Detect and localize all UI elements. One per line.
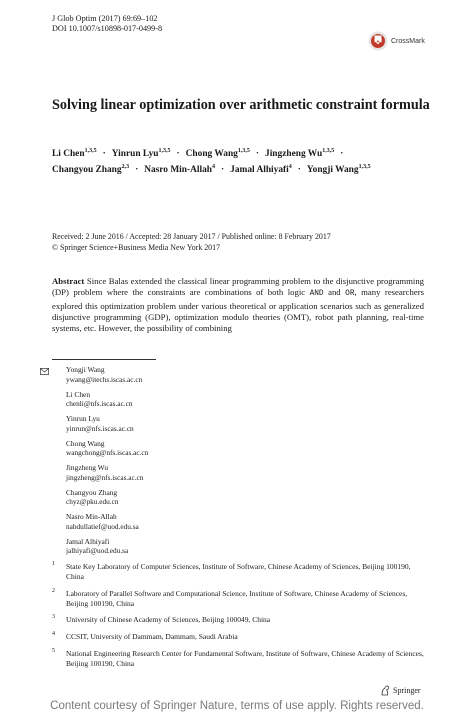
author-affiliation-sup: 2,3: [121, 164, 130, 171]
author-separator: ·: [297, 165, 301, 176]
author-separator: ·: [135, 165, 139, 176]
publisher-name: Springer: [393, 685, 421, 695]
contact-entry: [66, 390, 133, 409]
contact-name: Jingzheng Wu: [66, 463, 109, 472]
author-affiliation-sup: 1,3,5: [322, 148, 335, 154]
author-name[interactable]: Jamal Alhiyafi: [230, 165, 289, 176]
contact-email[interactable]: ywang@itechs.iscas.ac.cn: [66, 374, 143, 384]
affiliation-number: 1: [52, 561, 55, 567]
affiliation-number: 4: [52, 631, 55, 637]
author-name[interactable]: Jingzheng Wu: [265, 149, 323, 160]
contact-email[interactable]: chyz@pku.edu.cn: [66, 497, 119, 507]
author-affiliation-sup: 1,3,5: [84, 148, 97, 154]
abstract-text-1: Since Balas extended the classical linear programming problem to the disjunctive programming (DP) problem where the constraints are combinations of both logic: [52, 276, 425, 298]
contact-name: Changyou Zhang: [66, 487, 118, 497]
contact-name: Nasro Min-Allah: [66, 512, 117, 521]
author-name[interactable]: Li Chen: [52, 149, 85, 160]
crossmark-label: CrossMark: [391, 37, 425, 45]
footer-notice: Content courtesy of Springer Nature, terms of use apply. Rights reserved.: [50, 700, 424, 712]
contact-name: Jamal Alhiyafi: [66, 536, 110, 546]
contact-email[interactable]: jalhiyafi@uod.edu.sa: [66, 546, 129, 556]
affiliation-number: 3: [52, 614, 55, 620]
author-affiliation-sup: 1,3,5: [358, 164, 371, 171]
author-name[interactable]: Chong Wang: [185, 149, 238, 160]
affiliation-number: 2: [52, 588, 55, 594]
author-affiliation-sup: 1,3,5: [237, 148, 250, 154]
contact-email[interactable]: yinrun@nfs.iscas.ac.cn: [66, 423, 134, 433]
contact-entry: [66, 512, 139, 531]
affiliation-text: University of Chinese Academy of Sciences, Beijing 100049, China: [66, 615, 271, 624]
contact-email[interactable]: wangchong@nfs.iscas.ac.cn: [66, 448, 149, 458]
crossmark-badge[interactable]: [368, 30, 448, 52]
springer-horse-icon: [380, 685, 391, 696]
abstract-text-3: , many researchers explored this optimization problem under various theoretical or application scenarios such as generalized disjunctive programming (GDP), optimization modulo theories (OMT), robot path planning, real-time systems, etc. However, the possibility of combining: [52, 287, 424, 334]
footnote-rule: [52, 359, 156, 360]
contact-email[interactable]: chenli@nfs.iscas.ac.cn: [66, 399, 133, 409]
contact-entry: [66, 537, 128, 556]
affiliation-text: State Key Laboratory of Computer Sciences, Institute of Software, Chinese Academy of Sciences, Beijing 100190, China: [66, 562, 411, 581]
affiliation-text: National Engineering Research Center for Fundamental Software, Institute of Software, Chinese Academy of Sciences, Beijing 100190, China: [66, 649, 424, 668]
contact-entry: [66, 439, 148, 458]
journal-citation: J Glob Optim (2017) 69:69–102: [52, 14, 158, 23]
contact-name: Li Chen: [66, 389, 91, 399]
author-separator: ·: [221, 165, 225, 176]
affiliation-text: Laboratory of Parallel Software and Computational Science, Institute of Software, Chinese Academy of Sciences, Beijing 100190, China: [66, 589, 408, 608]
contact-email[interactable]: nabdullatief@uod.edu.sa: [66, 521, 139, 531]
author-name[interactable]: Yongji Wang: [306, 165, 359, 176]
author-separator: ·: [176, 149, 180, 160]
contact-entry: [66, 414, 134, 433]
paper-title: Solving linear optimization over arithmetic constraint formula: [52, 97, 430, 113]
contact-entry: [66, 463, 143, 482]
author-affiliation-sup: 1,3,5: [158, 148, 171, 154]
abstract-and-keyword: AND: [309, 290, 324, 299]
author-affiliation-sup: 4: [288, 164, 292, 171]
history-dates: Received: 2 June 2016 / Accepted: 28 January 2017 / Published online: 8 February 2017: [52, 232, 331, 241]
journal-header: [52, 14, 162, 34]
contact-name: Yongji Wang: [66, 365, 105, 374]
affiliation-text: CCSIT, University of Dammam, Dammam, Saudi Arabia: [66, 632, 238, 641]
author-list: [52, 145, 432, 177]
contact-entry: [66, 488, 119, 507]
author-name[interactable]: Yinrun Lyu: [111, 149, 159, 160]
abstract: [52, 276, 424, 334]
abstract-or-keyword: OR: [345, 290, 355, 299]
contact-name: Yinrun Lyu: [66, 414, 100, 423]
author-separator: ·: [255, 149, 259, 160]
author-affiliation-sup: 4: [212, 164, 216, 171]
author-separator: ·: [340, 149, 344, 160]
springer-logo: [380, 684, 440, 696]
contact-entry: [66, 365, 142, 384]
publication-dates: [52, 232, 432, 253]
author-name[interactable]: Changyou Zhang: [52, 165, 122, 176]
contact-email[interactable]: jingzheng@nfs.iscas.ac.cn: [66, 472, 144, 482]
abstract-text-2: and: [328, 287, 341, 298]
author-name[interactable]: Nasro Min-Allah: [144, 165, 213, 176]
envelope-icon: [40, 368, 49, 375]
affiliation-number: 5: [52, 648, 55, 654]
author-separator: ·: [102, 149, 106, 160]
journal-doi[interactable]: DOI 10.1007/s10898-017-0499-8: [52, 24, 163, 33]
crossmark-icon: [368, 31, 388, 51]
copyright-line: © Springer Science+Business Media New York 2017: [52, 242, 221, 252]
abstract-label: Abstract: [52, 276, 85, 286]
contact-name: Chong Wang: [66, 438, 105, 448]
